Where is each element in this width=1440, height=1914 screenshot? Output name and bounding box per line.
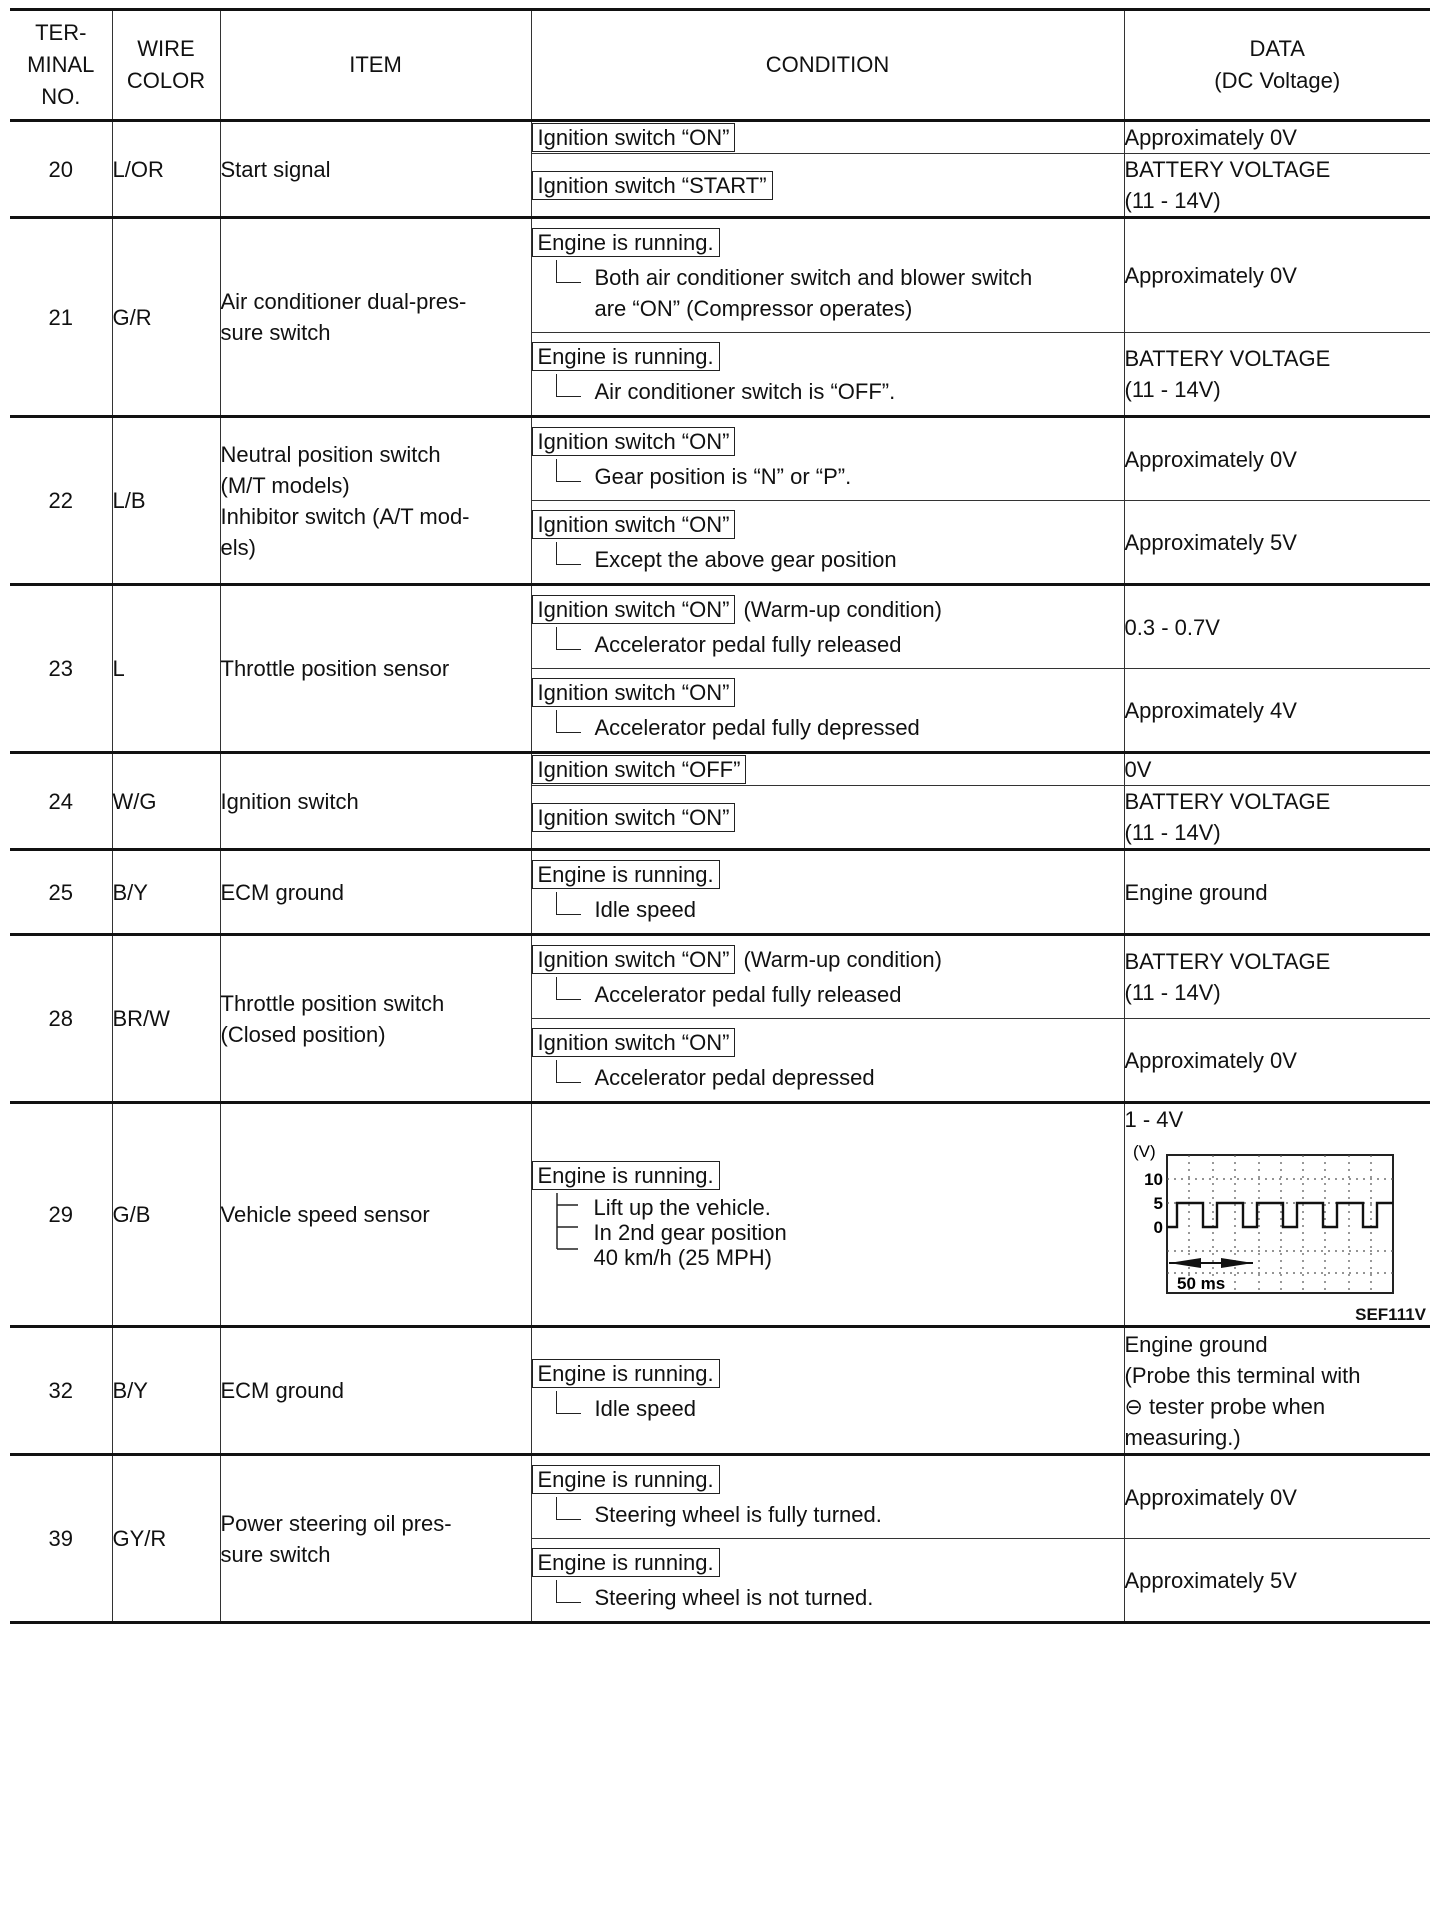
table-row xyxy=(10,850,1430,935)
item-line: Throttle position sensor xyxy=(220,656,450,681)
data-cell xyxy=(1124,585,1430,669)
terminal-number: 39 xyxy=(10,1455,112,1623)
data-cell xyxy=(1124,333,1430,417)
condition-cell xyxy=(531,417,1124,501)
bracket-connector xyxy=(556,1580,581,1603)
item-line: els) xyxy=(220,534,256,560)
time-arrow-right xyxy=(1221,1258,1253,1268)
scope-frame xyxy=(1167,1155,1393,1293)
data-line: Engine ground xyxy=(1124,879,1268,905)
data-line: (11 - 14V) xyxy=(1124,820,1221,845)
condition-detail: Lift up the vehicle. xyxy=(593,1194,771,1220)
item-line: sure switch xyxy=(220,1541,331,1567)
terminal-number: 22 xyxy=(10,417,112,585)
table-row xyxy=(10,585,1430,669)
condition-detail: Accelerator pedal fully depressed xyxy=(594,715,920,740)
item-line: sure switch xyxy=(220,320,331,345)
terminal-number: 32 xyxy=(10,1327,112,1455)
terminal-number: 24 xyxy=(10,753,112,850)
condition-box: Engine is running. xyxy=(532,1465,720,1494)
data-line: ⊖ tester probe when xyxy=(1124,1393,1326,1419)
header-line: COLOR xyxy=(126,68,206,93)
condition-detail: Gear position is “N” or “P”. xyxy=(594,464,852,489)
condition-detail: Accelerator pedal depressed xyxy=(594,1065,875,1090)
condition-box: Ignition switch “ON” xyxy=(532,595,736,624)
data-line: Approximately 0V xyxy=(1124,125,1297,150)
header-line: NO. xyxy=(41,84,81,109)
bracket-connector xyxy=(556,542,581,565)
bracket-connector xyxy=(556,260,581,283)
data-cell xyxy=(1124,501,1430,585)
item-line: Air conditioner dual-pres- xyxy=(220,289,467,314)
condition-detail: Idle speed xyxy=(594,897,697,922)
header-line: MINAL xyxy=(27,52,95,77)
bracket-connector xyxy=(556,977,581,1000)
waveform-graph xyxy=(1125,1141,1415,1297)
data-line: (11 - 14V) xyxy=(1124,377,1221,402)
bracket-connector xyxy=(556,1060,581,1083)
data-line: Approximately 0V xyxy=(1124,446,1297,472)
item-cell xyxy=(220,935,531,1103)
terminal-number: 25 xyxy=(10,850,112,935)
condition-detail: Steering wheel is not turned. xyxy=(594,1585,874,1610)
header-terminal-no xyxy=(10,10,112,121)
data-line: BATTERY VOLTAGE xyxy=(1124,789,1331,814)
data-line: (11 - 14V) xyxy=(1124,188,1221,213)
item-line: Throttle position switch xyxy=(220,990,445,1016)
item-line: Ignition switch xyxy=(220,788,359,814)
header-line: (DC Voltage) xyxy=(1214,68,1341,93)
condition-cell xyxy=(531,1455,1124,1539)
data-cell xyxy=(1124,1455,1430,1539)
condition-detail: Accelerator pedal fully released xyxy=(594,982,902,1007)
data-cell xyxy=(1124,786,1430,850)
bracket-connector xyxy=(556,1497,581,1520)
tree-connector xyxy=(556,1193,580,1263)
item-cell xyxy=(220,1327,531,1455)
terminal-number: 20 xyxy=(10,121,112,218)
terminal-table-sheet xyxy=(10,8,1430,1624)
condition-box: Engine is running. xyxy=(532,1548,720,1577)
item-cell xyxy=(220,121,531,218)
table-row xyxy=(10,121,1430,154)
item-line: Vehicle speed sensor xyxy=(220,1202,430,1227)
data-cell xyxy=(1124,218,1430,333)
condition-detail: Except the above gear position xyxy=(594,547,897,572)
item-line: (M/T models) xyxy=(220,472,350,498)
condition-box: Ignition switch “ON” xyxy=(532,427,736,456)
scope-y-tick: 10 xyxy=(1143,1170,1163,1189)
condition-cell xyxy=(531,333,1124,417)
data-line: Approximately 5V xyxy=(1124,529,1297,555)
terminal-number: 29 xyxy=(10,1103,112,1327)
terminal-number: 28 xyxy=(10,935,112,1103)
condition-note: (Warm-up condition) xyxy=(743,947,942,972)
condition-cell xyxy=(531,1327,1124,1455)
terminal-number: 23 xyxy=(10,585,112,753)
item-cell xyxy=(220,1103,531,1327)
wire-color: W/G xyxy=(112,753,220,850)
item-line: Inhibitor switch (A/T mod- xyxy=(220,503,470,529)
item-line: Power steering oil pres- xyxy=(220,1510,452,1536)
time-arrow-left xyxy=(1169,1258,1201,1268)
condition-box: Engine is running. xyxy=(532,228,720,257)
header-condition: CONDITION xyxy=(531,10,1124,121)
condition-detail: 40 km/h (25 MPH) xyxy=(593,1244,772,1270)
condition-cell xyxy=(531,935,1124,1019)
item-line: Start signal xyxy=(220,156,331,182)
table-row xyxy=(10,417,1430,501)
bracket-connector xyxy=(556,892,581,915)
item-cell xyxy=(220,417,531,585)
table-row xyxy=(10,935,1430,1019)
ecm-terminal-table xyxy=(10,8,1430,1624)
data-line: measuring.) xyxy=(1124,1424,1241,1450)
table-row xyxy=(10,1327,1430,1455)
data-cell xyxy=(1124,1539,1430,1623)
wire-color: L/B xyxy=(112,417,220,585)
data-cell xyxy=(1124,753,1430,786)
header-line: WIRE xyxy=(137,36,195,61)
header-line: DATA xyxy=(1249,36,1305,61)
data-line: 1 - 4V xyxy=(1124,1107,1184,1132)
wire-color: G/R xyxy=(112,218,220,417)
condition-note: (Warm-up condition) xyxy=(743,597,942,622)
wire-color: BR/W xyxy=(112,935,220,1103)
terminal-number: 21 xyxy=(10,218,112,417)
condition-detail: Air conditioner switch is “OFF”. xyxy=(594,379,896,404)
condition-detail: Idle speed xyxy=(594,1395,697,1421)
header-wire-color xyxy=(112,10,220,121)
data-cell xyxy=(1124,850,1430,935)
item-cell xyxy=(220,1455,531,1623)
wire-color: L xyxy=(112,585,220,753)
data-cell xyxy=(1124,1103,1430,1327)
data-line: Approximately 0V xyxy=(1124,263,1297,288)
scope-time-label: 50 ms xyxy=(1176,1274,1225,1293)
data-line: Approximately 4V xyxy=(1124,697,1297,723)
data-cell xyxy=(1124,935,1430,1019)
condition-detail: Steering wheel is fully turned. xyxy=(594,1502,882,1527)
table-row xyxy=(10,1103,1430,1327)
condition-box: Ignition switch “OFF” xyxy=(532,755,747,784)
item-line: Neutral position switch xyxy=(220,441,441,467)
condition-box: Ignition switch “ON” xyxy=(532,678,736,707)
data-line: BATTERY VOLTAGE xyxy=(1124,346,1331,371)
condition-cell xyxy=(531,786,1124,850)
oscilloscope-figure xyxy=(1125,1141,1431,1325)
table-row xyxy=(10,753,1430,786)
scope-grid xyxy=(1167,1155,1393,1293)
data-line: 0V xyxy=(1124,757,1152,782)
condition-box: Ignition switch “START” xyxy=(532,171,773,200)
table-row xyxy=(10,218,1430,333)
condition-detail: Both air conditioner switch and blower switch xyxy=(594,265,1033,290)
item-cell xyxy=(220,850,531,935)
condition-cell xyxy=(531,1019,1124,1103)
data-line: Approximately 5V xyxy=(1124,1567,1297,1593)
item-line: ECM ground xyxy=(220,879,345,905)
item-cell xyxy=(220,218,531,417)
condition-cell xyxy=(531,1103,1124,1327)
header-data xyxy=(1124,10,1430,121)
condition-box: Engine is running. xyxy=(532,1359,720,1388)
data-cell xyxy=(1124,1019,1430,1103)
data-line: Approximately 0V xyxy=(1124,1047,1297,1073)
condition-cell xyxy=(531,585,1124,669)
data-line: (11 - 14V) xyxy=(1124,980,1221,1005)
scope-y-tick: 5 xyxy=(1153,1194,1163,1213)
condition-cell xyxy=(531,154,1124,218)
condition-box: Ignition switch “ON” xyxy=(532,123,736,152)
item-line: ECM ground xyxy=(220,1378,345,1403)
data-line: (Probe this terminal with xyxy=(1124,1362,1361,1388)
header-row xyxy=(10,10,1430,121)
condition-detail: Accelerator pedal fully released xyxy=(594,632,902,657)
data-line: Approximately 0V xyxy=(1124,1484,1297,1510)
data-cell xyxy=(1124,669,1430,753)
data-cell xyxy=(1124,154,1430,218)
wire-color: GY/R xyxy=(112,1455,220,1623)
table-row xyxy=(10,1455,1430,1539)
bracket-connector xyxy=(556,710,581,733)
data-line: Engine ground xyxy=(1124,1331,1268,1357)
condition-cell xyxy=(531,501,1124,585)
item-cell xyxy=(220,585,531,753)
condition-cell xyxy=(531,121,1124,154)
condition-box: Ignition switch “ON” xyxy=(532,945,736,974)
header-line: TER- xyxy=(35,20,87,45)
data-cell xyxy=(1124,1327,1430,1455)
item-cell xyxy=(220,753,531,850)
condition-box: Engine is running. xyxy=(532,860,720,889)
scope-y-tick: 0 xyxy=(1153,1218,1163,1237)
condition-box: Ignition switch “ON” xyxy=(532,510,736,539)
bracket-connector xyxy=(556,374,581,397)
condition-box: Ignition switch “ON” xyxy=(532,1028,736,1057)
bracket-connector xyxy=(556,1391,581,1414)
condition-cell xyxy=(531,850,1124,935)
condition-cell xyxy=(531,753,1124,786)
square-wave-trace xyxy=(1167,1203,1393,1227)
header-item: ITEM xyxy=(220,10,531,121)
condition-detail: In 2nd gear position xyxy=(593,1219,787,1245)
condition-box: Engine is running. xyxy=(532,1161,720,1190)
data-cell xyxy=(1124,121,1430,154)
bracket-connector xyxy=(556,627,581,650)
item-line: (Closed position) xyxy=(220,1021,386,1047)
condition-cell xyxy=(531,669,1124,753)
data-line: 0.3 - 0.7V xyxy=(1124,614,1220,640)
data-cell xyxy=(1124,417,1430,501)
bracket-connector xyxy=(556,459,581,482)
wire-color: B/Y xyxy=(112,1327,220,1455)
data-line: BATTERY VOLTAGE xyxy=(1124,157,1331,182)
condition-cell xyxy=(531,218,1124,333)
condition-box: Engine is running. xyxy=(532,342,720,371)
wire-color: G/B xyxy=(112,1103,220,1327)
data-line: BATTERY VOLTAGE xyxy=(1124,949,1331,974)
wire-color: B/Y xyxy=(112,850,220,935)
condition-detail: are “ON” (Compressor operates) xyxy=(594,296,913,321)
figure-code: SEF111V xyxy=(1355,1305,1426,1324)
condition-box: Ignition switch “ON” xyxy=(532,803,736,832)
scope-unit-label: (V) xyxy=(1132,1142,1156,1161)
condition-cell xyxy=(531,1539,1124,1623)
wire-color: L/OR xyxy=(112,121,220,218)
